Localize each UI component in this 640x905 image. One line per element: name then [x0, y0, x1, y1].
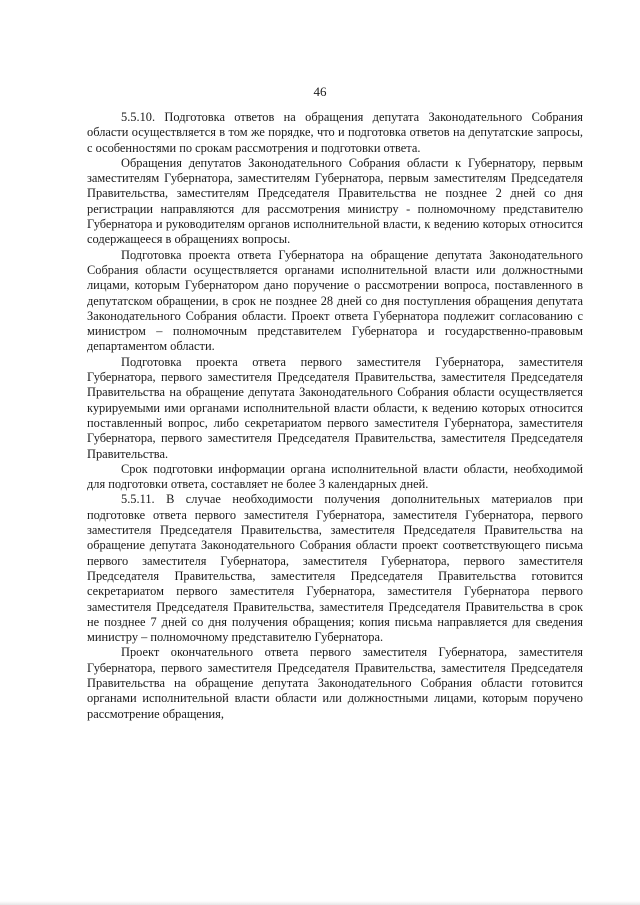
- paragraph-5-5-10: 5.5.10. Подготовка ответов на обращения депутата Законодательного Собрания области осуществляется в том же порядке, что и подготовка ответов на депутатские запросы, с особенностями по срокам рассмотрения и подготовки ответа.: [87, 110, 583, 155]
- document-body: [87, 110, 583, 722]
- paragraph-5-5-11: 5.5.11. В случае необходимости получения дополнительных материалов при подготовке ответа первого заместителя Губернатора, заместителя Губернатора, первого заместителя Председателя Правительства, заместителя Председателя Правительства на обращение депутата Законодательного Собрания области проект соответствующего письма первого заместителя Губернатора, заместителя Губернатора, первого заместителя Председателя Правительства, заместителя Председателя Правительства готовится секретариатом первого заместителя Губернатора, заместителя Губернатора первого заместителя Председателя Правительства, заместителя Председателя Правительства в срок не позднее 7 дней со дня получения обращения; копия письма направляется для сведения министру – полномочному представителю Губернатора.: [87, 492, 583, 645]
- paragraph-deputy-reply-draft: Подготовка проекта ответа первого заместителя Губернатора, заместителя Губернатора, первого заместителя Председателя Правительства, заместителя Председателя Правительства на обращение депутата Законодательного Собрания области осуществляется курируемыми ими органами исполнительной власти области, к ведению которых относится поставленный вопрос, либо секретариатом первого заместителя Губернатора, заместителя Губернатора, первого заместителя Председателя Правительства, заместителя Председателя Правительства.: [87, 354, 583, 461]
- paragraph-deputy-appeals-routing: Обращения депутатов Законодательного Собрания области к Губернатору, первым заместителям Губернатора, заместителям Губернатора, первым заместителям Председателя Правительства, заместителям Председателя Правительства не позднее 2 дней со дня регистрации направляются для рассмотрения министру - полномочному представителю Губернатора и руководителям органов исполнительной власти, к ведению которых относится содержащееся в обращениях вопросы.: [87, 155, 583, 247]
- paragraph-information-deadline: Срок подготовки информации органа исполнительной власти области, необходимой для подготовки ответа, составляет не более 3 календарных дней.: [87, 461, 583, 492]
- paragraph-final-reply-draft: Проект окончательного ответа первого заместителя Губернатора, заместителя Губернатора, первого заместителя Председателя Правительства, заместителя Председателя Правительства на обращение депутата Законодательного Собрания области готовится органами исполнительной власти области или должностными лицами, которым поручено рассмотрение обращения,: [87, 645, 583, 721]
- scan-bottom-edge: [0, 901, 640, 905]
- page-number: 46: [313, 84, 327, 99]
- paragraph-governor-reply-draft: Подготовка проекта ответа Губернатора на обращение депутата Законодательного Собрания области осуществляется органами исполнительной власти или должностными лицами, которым Губернатором дано поручение о рассмотрении вопроса, поставленного в депутатском обращении, в срок не позднее 28 дней со дня поступления обращения депутата Законодательного Собрания области. Проект ответа Губернатора подлежит согласованию с министром – полномочным представителем Губернатора и государственно-правовым департаментом области.: [87, 247, 583, 354]
